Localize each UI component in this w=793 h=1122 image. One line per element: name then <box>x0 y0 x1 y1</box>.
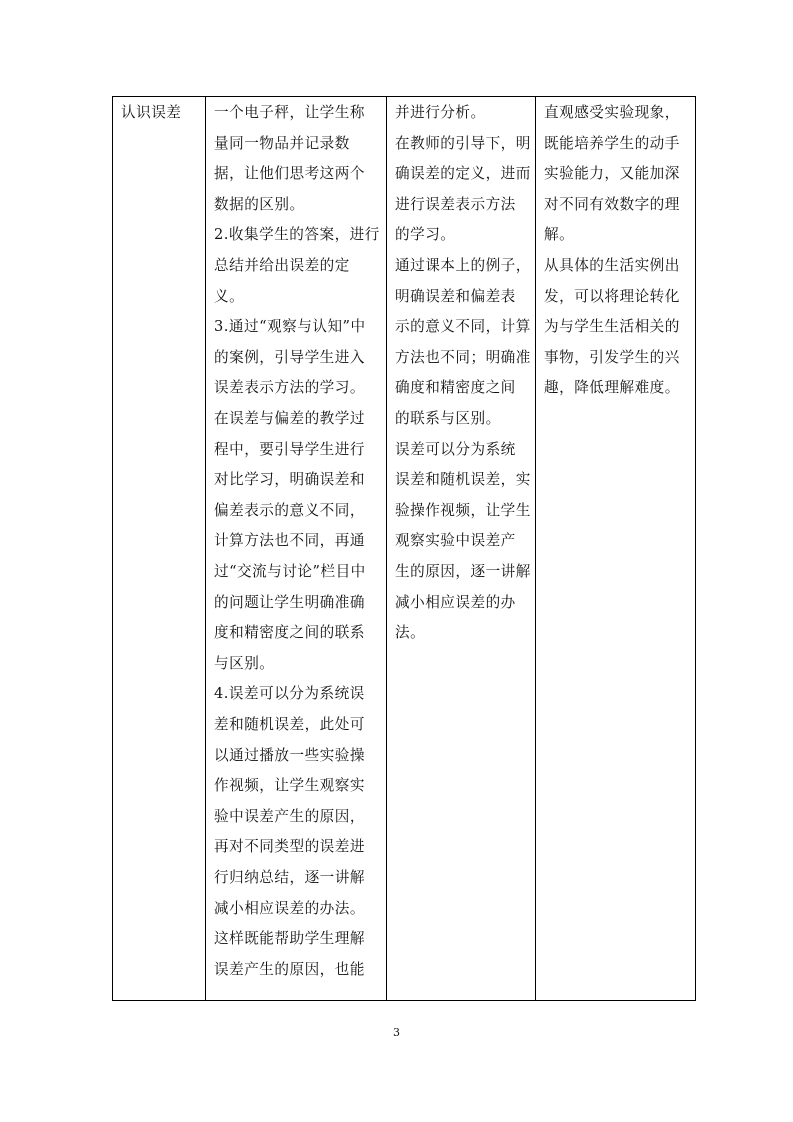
teacher-activity-line: 对比学习，明确误差和 <box>214 471 365 489</box>
student-activity-line: 验操作视频，让学生 <box>395 501 531 519</box>
design-intent-line: 从具体的生活实例出 <box>544 257 680 274</box>
student-activity-line: 明确误差和偏差表 <box>395 287 516 305</box>
student-activity-line: 方法也不同；明确准 <box>395 348 531 366</box>
student-activity-line: 通过课本上的例子， <box>395 257 531 274</box>
teacher-activity-line: 3.通过“观察与认知”中 <box>214 318 366 336</box>
student-activity-line: 在教师的引导下，明 <box>395 134 531 152</box>
teacher-activity-line: 验中误差产生的原因， <box>214 807 365 825</box>
teacher-activity-line: 一个电子秤，让学生称 <box>214 104 365 121</box>
student-activity-line: 误差可以分为系统 <box>395 440 516 458</box>
student-activity-line: 的学习。 <box>395 226 456 244</box>
teacher-activity-line: 数据的区别。 <box>214 195 305 213</box>
design-intent-line: 发，可以将理论转化 <box>544 287 680 305</box>
teacher-activity-line: 行归纳总结，逐一讲解 <box>214 869 365 886</box>
teacher-activity-line: 4.误差可以分为系统误 <box>214 685 365 703</box>
design-intent-line: 既能培养学生的动手 <box>544 134 680 152</box>
teacher-activity-line: 差和随机误差，此处可 <box>214 716 365 733</box>
teacher-activity-line: 2.收集学生的答案，进行 <box>214 226 380 244</box>
design-intent-line: 解。 <box>544 226 575 244</box>
student-activity-line: 观察实验中误差产 <box>395 532 516 550</box>
teacher-activity-line: 在误差与偏差的教学过 <box>214 410 365 427</box>
page-number: 3 <box>393 1026 400 1039</box>
student-activity-line: 法。 <box>395 624 426 642</box>
teacher-activity-line: 误差产生的原因，也能 <box>214 960 365 978</box>
lesson-table <box>112 96 696 1001</box>
student-activity-line: 进行误差表示方法 <box>395 195 516 213</box>
student-activity-line: 确度和精密度之间 <box>395 379 516 397</box>
student-activity-line: 并进行分析。 <box>395 104 486 121</box>
teacher-activity-line: 计算方法也不同，再通 <box>214 532 365 550</box>
teacher-activity-line: 再对不同类型的误差进 <box>214 838 365 856</box>
teacher-activity-column <box>206 97 387 1000</box>
teacher-activity-line: 义。 <box>214 287 245 305</box>
design-intent-column <box>536 97 696 1000</box>
teacher-activity-line: 度和精密度之间的联系 <box>214 624 365 642</box>
design-intent-line: 对不同有效数字的理 <box>544 195 680 213</box>
teacher-activity-line: 作视频，让学生观察实 <box>214 777 365 795</box>
design-intent-line: 为与学生生活相关的 <box>544 318 680 336</box>
teacher-activity-line: 过“交流与讨论”栏目中 <box>214 563 366 580</box>
student-activity-line: 示的意义不同，计算 <box>395 318 531 336</box>
teacher-activity-line: 与区别。 <box>214 654 275 672</box>
teacher-activity-line: 据，让他们思考这两个 <box>214 165 365 183</box>
student-activity-line: 误差和随机误差，实 <box>395 471 531 489</box>
teacher-activity-line: 这样既能帮助学生理解 <box>214 930 365 948</box>
design-intent-line: 趣，降低理解难度。 <box>544 379 680 397</box>
teacher-activity-line: 的问题让学生明确准确 <box>214 593 365 611</box>
student-activity-line: 的联系与区别。 <box>395 410 501 427</box>
teacher-activity-line: 误差表示方法的学习。 <box>214 379 365 397</box>
teacher-activity-line: 量同一物品并记录数 <box>214 134 350 152</box>
teacher-activity-line: 以通过播放一些实验操 <box>214 746 365 764</box>
teacher-activity-line: 偏差表示的意义不同， <box>214 501 365 519</box>
teacher-activity-line: 减小相应误差的办法。 <box>214 899 365 917</box>
teacher-activity-line: 的案例，引导学生进入 <box>214 348 365 366</box>
teacher-activity-line: 总结并给出误差的定 <box>214 257 350 274</box>
student-activity-line: 减小相应误差的办 <box>395 593 516 611</box>
teacher-activity-line: 程中，要引导学生进行 <box>214 440 365 458</box>
topic-line: 认识误差 <box>121 104 182 121</box>
student-activity-column <box>387 97 536 1000</box>
design-intent-line: 实验能力，又能加深 <box>544 165 680 183</box>
student-activity-line: 确误差的定义，进而 <box>395 165 531 183</box>
design-intent-line: 直观感受实验现象， <box>544 104 680 121</box>
topic-column <box>113 97 206 1000</box>
design-intent-line: 事物，引发学生的兴 <box>544 348 680 366</box>
student-activity-line: 生的原因，逐一讲解 <box>395 563 531 580</box>
